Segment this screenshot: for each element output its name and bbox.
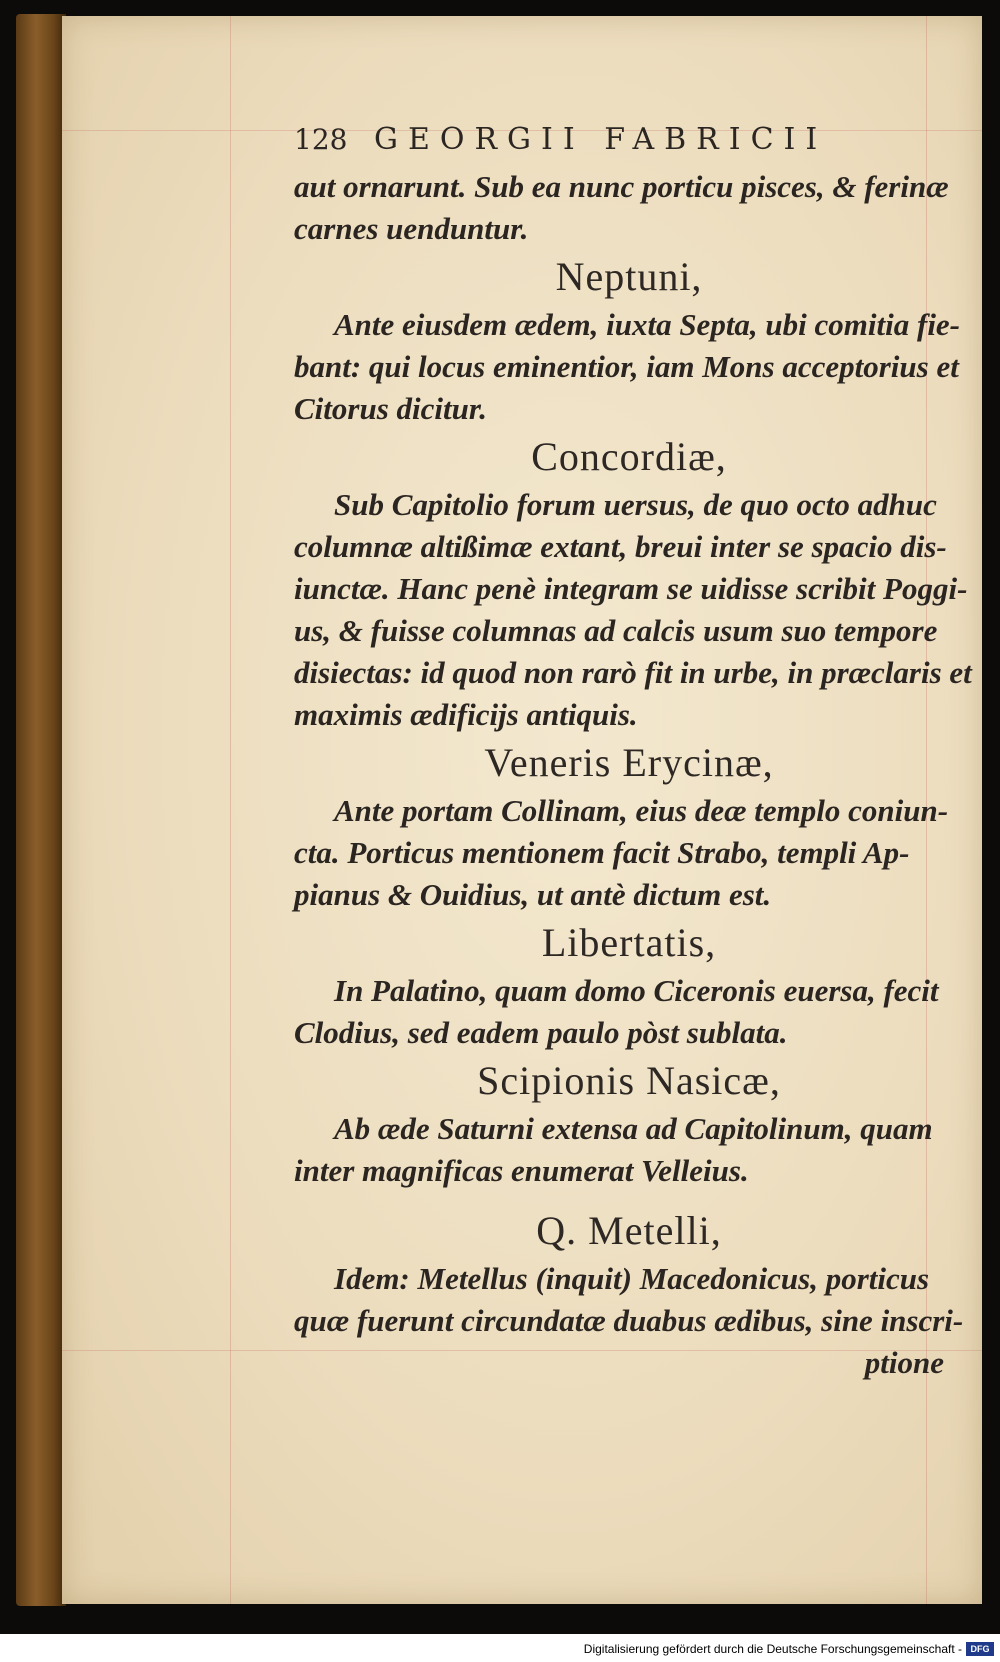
text-line: cta. Porticus mentionem facit Strabo, templi Ap-: [294, 835, 910, 870]
section-heading: Q. Metelli,: [536, 1208, 722, 1253]
spacer: [294, 1192, 964, 1204]
section-heading: Neptuni,: [555, 254, 703, 299]
funding-credit: Digitalisierung gefördert durch die Deutsche Forschungsgemeinschaft -: [583, 1642, 962, 1656]
section-heading: Scipionis Nasicæ,: [477, 1058, 781, 1103]
catchword: ptione: [864, 1345, 944, 1380]
text-line: quæ fuerunt circundatæ duabus ædibus, sine inscri-: [294, 1303, 964, 1338]
text-line: iunctæ. Hanc penè integram se uidisse scribit Poggi-: [294, 571, 968, 606]
text-line: us, & fuisse columnas ad calcis usum suo tempore: [294, 613, 938, 648]
text-line: aut ornarunt. Sub ea nunc porticu pisces, & ferinæ: [294, 169, 949, 204]
running-title: GEORGII FABRICII: [374, 122, 828, 157]
text-line: Citorus dicitur.: [294, 391, 487, 426]
margin-rule: [230, 16, 231, 1604]
text-line: maximis ædificijs antiquis.: [294, 697, 638, 732]
text-line: columnæ altißimæ extant, breui inter se spacio dis-: [294, 529, 947, 564]
text-line: Ante portam Collinam, eius deæ templo coniun-: [334, 793, 949, 828]
book-spine: [16, 14, 66, 1606]
text-line: In Palatino, quam domo Ciceronis euersa, fecit: [334, 973, 939, 1008]
book-page: [62, 16, 982, 1604]
page-header: [294, 122, 964, 166]
text-line: Idem: Metellus (inquit) Macedonicus, porticus: [334, 1261, 930, 1296]
text-line: Clodius, sed eadem paulo pòst sublata.: [294, 1015, 788, 1050]
text-line: pianus & Ouidius, ut antè dictum est.: [294, 877, 772, 912]
text-line: disiectas: id quod non rarò fit in urbe, in præclaris et: [294, 655, 972, 690]
section-heading: Veneris Erycinæ,: [484, 740, 774, 785]
text-line: bant: qui locus eminentior, iam Mons acceptorius et: [294, 349, 959, 384]
section-heading: Libertatis,: [541, 920, 717, 965]
page-number: 128: [294, 123, 348, 156]
text-line: Ab æde Saturni extensa ad Capitolinum, quam: [334, 1111, 933, 1146]
section-heading: Concordiæ,: [531, 434, 727, 479]
dfg-logo: DFG: [966, 1642, 994, 1656]
text-line: carnes uenduntur.: [294, 211, 529, 246]
text-line: Ante eiusdem ædem, iuxta Septa, ubi comitia fie-: [334, 307, 961, 342]
text-line: Sub Capitolio forum uersus, de quo octo adhuc: [334, 487, 937, 522]
footer-bar: [0, 1634, 1000, 1662]
text-line: inter magnificas enumerat Velleius.: [294, 1153, 749, 1188]
text-block: [294, 122, 972, 1384]
